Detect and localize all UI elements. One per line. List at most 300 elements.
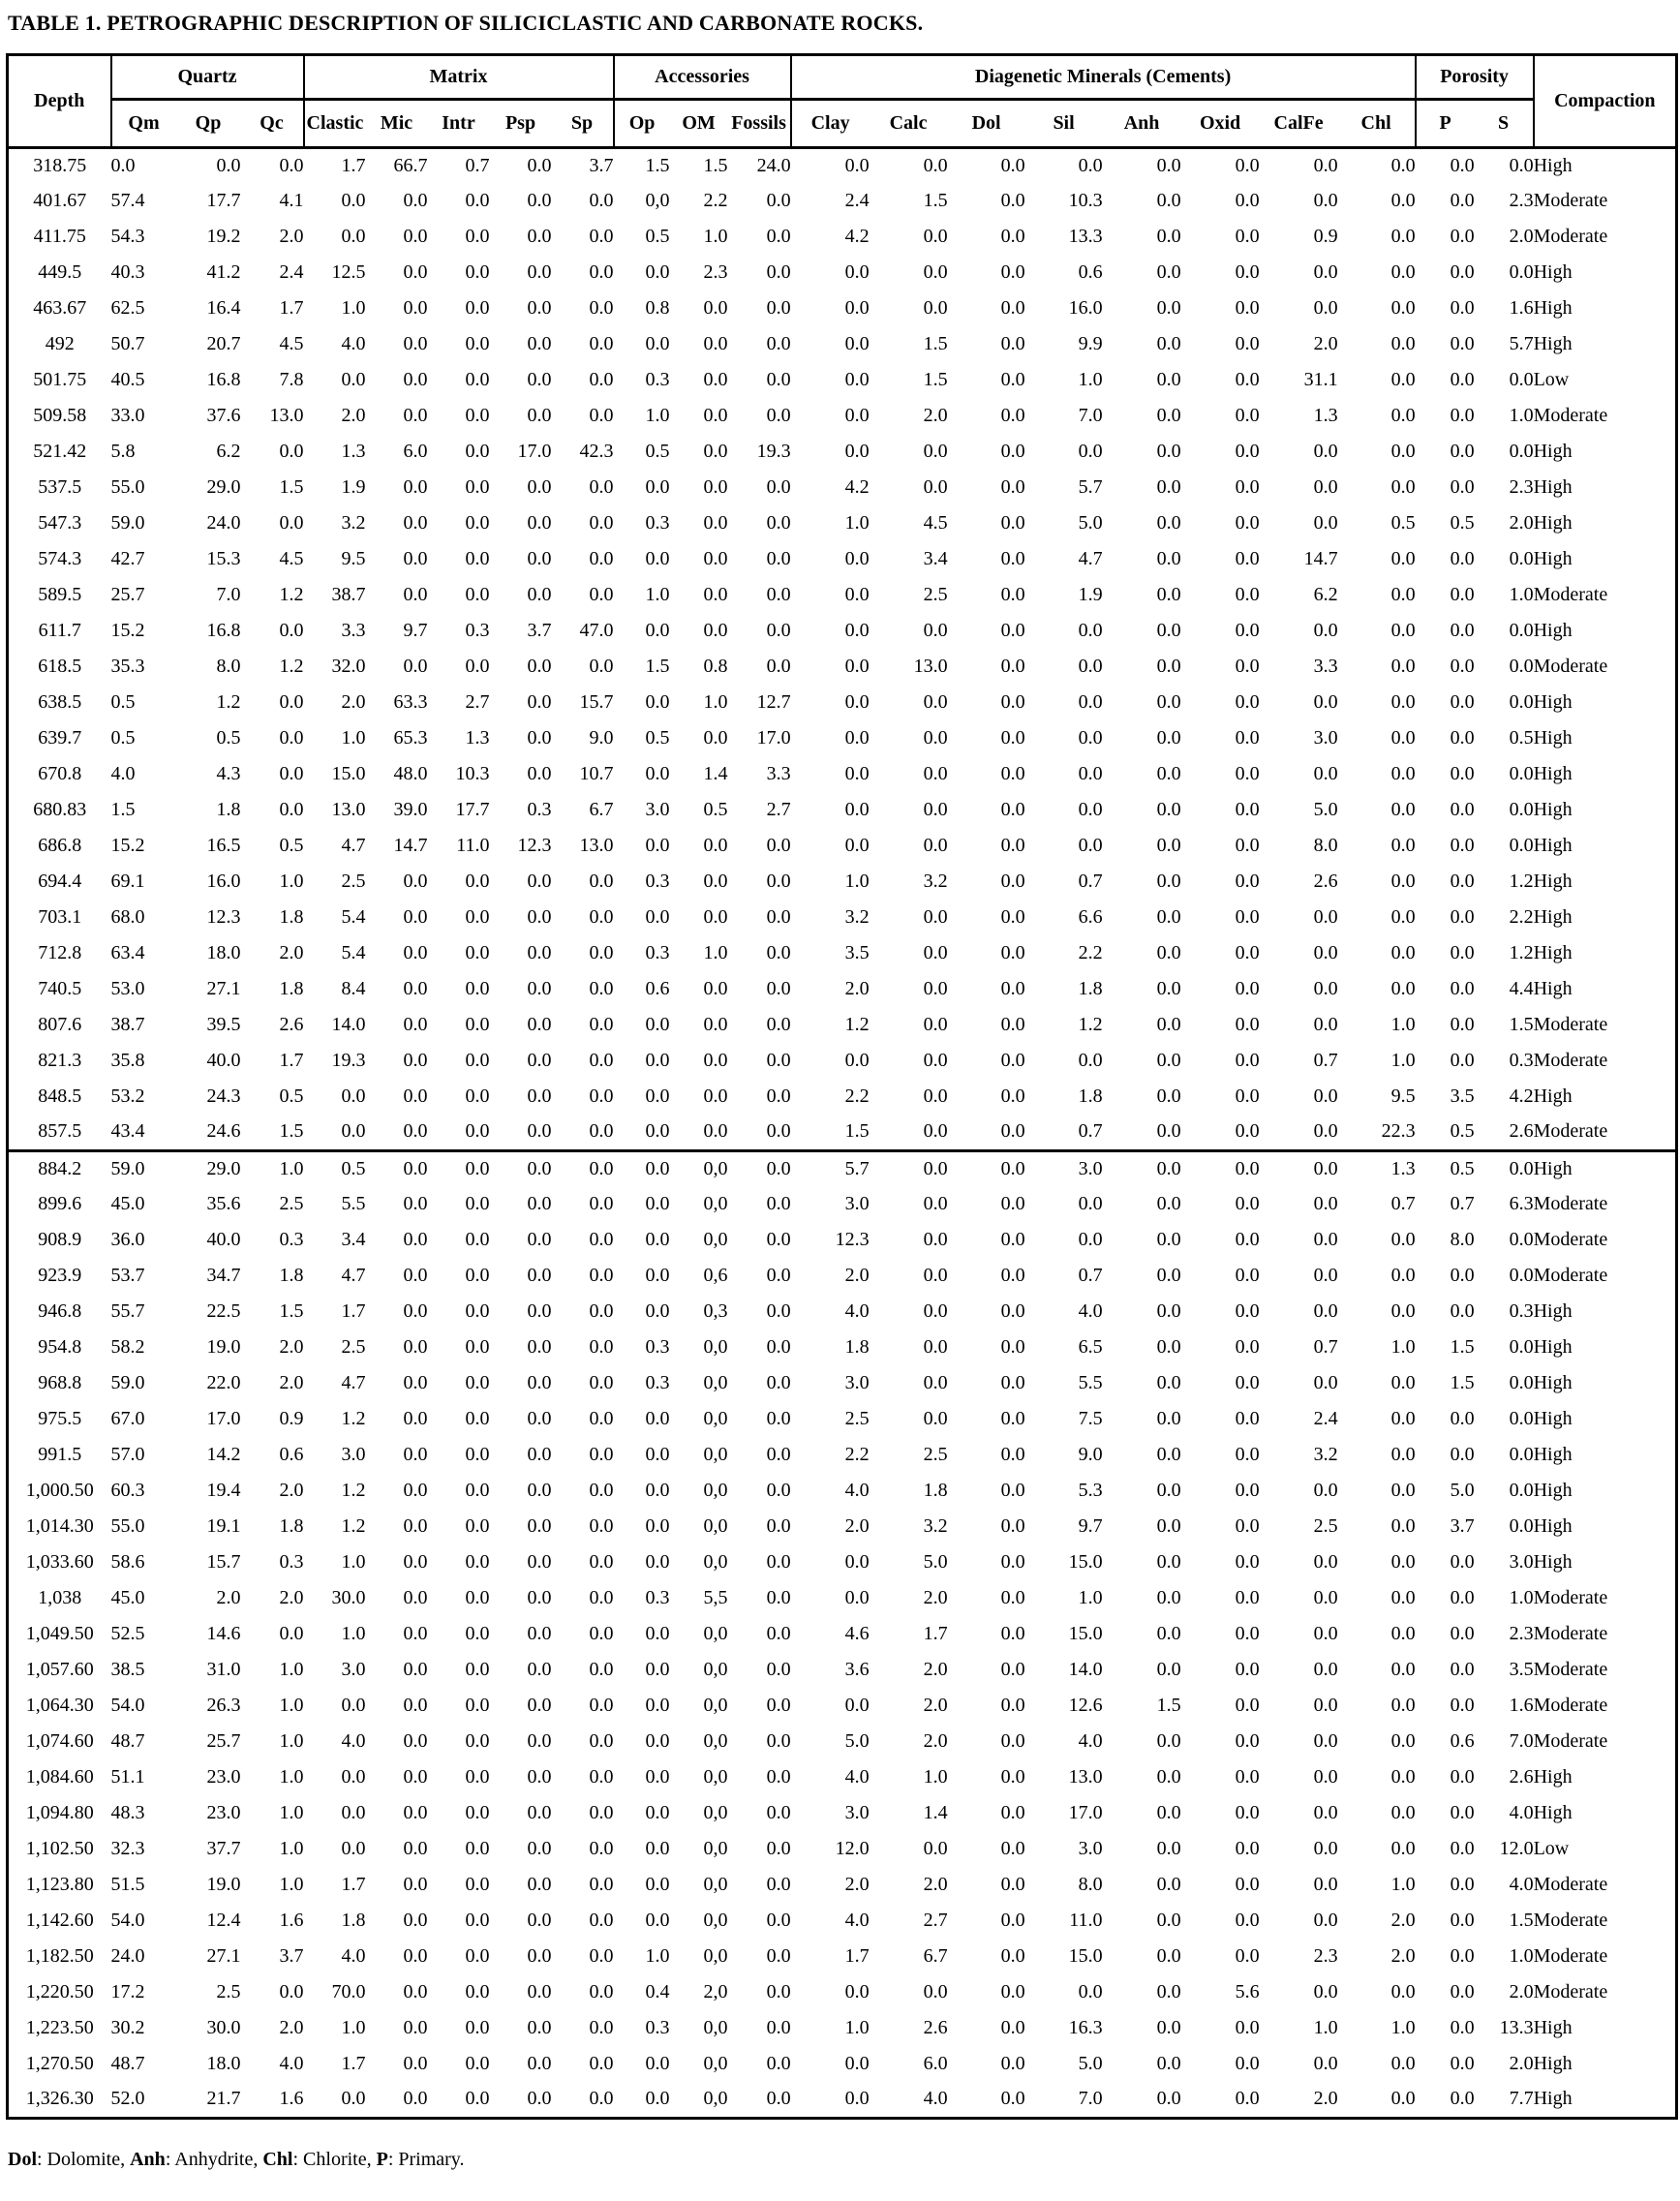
depth-cell: 686.8 [38, 835, 82, 856]
value-cell: 14.0 [1068, 1659, 1103, 1680]
value-cell: 0.0 [1156, 476, 1181, 498]
value-cell: 0.0 [1235, 1120, 1260, 1143]
value-cell: 0.0 [844, 2053, 870, 2074]
value-cell: 16.8 [206, 620, 241, 641]
value-cell: 0.0 [1235, 691, 1260, 713]
value-cell: 4.7 [1078, 548, 1103, 569]
value-cell: 0.0 [1000, 799, 1025, 820]
value-cell: 0.0 [870, 1150, 948, 1186]
compaction-cell: Moderate [1533, 405, 1608, 426]
value-cell: 0.0 [1156, 1444, 1181, 1465]
col-calfe: CalFe [1260, 99, 1338, 147]
depth-cell: 547.3 [38, 512, 82, 534]
col-group-matrix: Matrix [304, 54, 614, 99]
value-cell: 7.0 [216, 584, 241, 605]
value-cell: 0.0 [923, 727, 948, 749]
value-cell: 0.0 [1000, 441, 1025, 462]
depth-cell: 946.8 [38, 1300, 82, 1322]
value-cell: 1.7 [844, 1945, 870, 1967]
value-cell: 0.0 [645, 261, 670, 283]
value-cell: 0.0 [1313, 1802, 1338, 1823]
table-row [8, 255, 1677, 290]
value-cell: 1.5 [923, 190, 948, 211]
value-cell: 2.5 [844, 1408, 870, 1429]
value-cell: 0.0 [1390, 226, 1416, 247]
value-cell: 0.0 [1390, 1766, 1416, 1788]
value-cell: 1.2 [1509, 871, 1534, 892]
value-cell: 0.0 [1390, 441, 1416, 462]
value-cell: 0.0 [1235, 190, 1260, 211]
value-cell: 0.0 [589, 548, 614, 569]
value-cell: 1.6 [279, 2088, 304, 2110]
value-cell: 0.0 [1235, 584, 1260, 605]
value-cell: 45.0 [110, 1587, 145, 1608]
value-cell: 4.7 [341, 835, 366, 856]
depth-cell: 449.5 [38, 261, 82, 283]
value-cell: 0.0 [527, 405, 552, 426]
value-cell: 0.0 [766, 1695, 791, 1716]
value-cell: 0.0 [1235, 1372, 1260, 1393]
value-cell: 8.4 [341, 978, 366, 999]
value-cell: 0.0 [403, 333, 428, 354]
value-cell: 0.0 [1156, 1874, 1181, 1895]
value-cell: 0.3 [279, 1229, 304, 1250]
value-cell: 2.6 [923, 2017, 948, 2038]
value-cell: 0.0 [341, 1766, 366, 1788]
value-cell: 0.0 [766, 476, 791, 498]
value-cell: 0,0 [703, 1551, 728, 1573]
value-cell: 0.0 [589, 1802, 614, 1823]
value-cell: 4.0 [1078, 1300, 1103, 1322]
value-cell: 0.0 [703, 978, 728, 999]
value-cell: 2.0 [279, 1372, 304, 1393]
value-cell: 5.3 [1078, 1480, 1103, 1501]
value-cell: 0.0 [465, 1515, 490, 1537]
value-cell: 0.0 [589, 1014, 614, 1035]
value-cell: 48.7 [110, 2053, 145, 2074]
value-cell: 0.0 [1390, 763, 1416, 784]
value-cell: 0.0 [844, 297, 870, 319]
value-cell: 0.3 [1509, 1050, 1534, 1071]
value-cell: 0.0 [703, 1014, 728, 1035]
value-cell: 0.0 [527, 1838, 552, 1859]
value-cell: 0.0 [527, 476, 552, 498]
value-cell: 0.0 [645, 2088, 670, 2110]
value-cell: 0,0 [703, 1408, 728, 1429]
value-cell: 4.5 [279, 548, 304, 569]
col-compaction: Compaction [1534, 54, 1677, 147]
value-cell: 0.0 [1235, 1766, 1260, 1788]
depth-cell: 1,000.50 [25, 1480, 94, 1501]
value-cell: 0.0 [527, 763, 552, 784]
value-cell: 0.0 [645, 1193, 670, 1214]
col-clastic: Clastic [304, 99, 366, 147]
value-cell: 0.0 [1156, 190, 1181, 211]
value-cell: 0.0 [1156, 656, 1181, 677]
value-cell: 45.0 [110, 1193, 145, 1214]
table-row [8, 1544, 1677, 1580]
value-cell: 0.0 [403, 1695, 428, 1716]
value-cell: 1.3 [465, 727, 490, 749]
value-cell: 0.0 [527, 942, 552, 963]
value-cell: 1.2 [279, 656, 304, 677]
value-cell: 1.4 [923, 1802, 948, 1823]
value-cell: 0.0 [728, 1150, 791, 1186]
value-cell: 1.2 [341, 1480, 366, 1501]
value-cell: 0.3 [645, 871, 670, 892]
value-cell: 0,0 [645, 190, 670, 211]
value-cell: 0.0 [341, 2088, 366, 2110]
value-cell: 0.0 [923, 1229, 948, 1250]
value-cell: 4.0 [1078, 1730, 1103, 1752]
value-cell: 2.6 [279, 1014, 304, 1035]
value-cell: 0.0 [1000, 1515, 1025, 1537]
value-cell: 0.0 [1235, 835, 1260, 856]
value-cell: 4.7 [341, 1265, 366, 1286]
compaction-cell: Moderate [1533, 1014, 1608, 1035]
value-cell: 5,5 [703, 1587, 728, 1608]
value-cell: 0.0 [923, 1085, 948, 1107]
value-cell: 5.0 [1078, 512, 1103, 534]
depth-cell: 1,102.50 [25, 1838, 94, 1859]
value-cell: 0.0 [465, 333, 490, 354]
compaction-cell: High [1533, 1444, 1573, 1465]
value-cell: 0,0 [703, 1623, 728, 1644]
value-cell: 55.7 [110, 1300, 145, 1322]
value-cell: 0.0 [645, 1444, 670, 1465]
value-cell: 0.7 [1078, 1120, 1103, 1143]
table-row [8, 183, 1677, 219]
value-cell: 1.0 [1078, 369, 1103, 390]
value-cell: 16.0 [206, 871, 241, 892]
value-cell: 0.0 [1450, 190, 1475, 211]
value-cell: 0.0 [1313, 512, 1338, 534]
value-cell: 0.0 [589, 1229, 614, 1250]
value-cell: 0.0 [844, 691, 870, 713]
footnote-def-dolomite: : Dolomite, [37, 2148, 131, 2170]
value-cell: 0.0 [1313, 1551, 1338, 1573]
value-cell: 9.5 [1390, 1085, 1416, 1107]
table-row [8, 505, 1677, 541]
value-cell: 0.0 [589, 1981, 614, 2002]
value-cell: 0.0 [1509, 261, 1534, 283]
value-cell: 0.0 [645, 1408, 670, 1429]
value-cell: 50.7 [110, 333, 145, 354]
footnote-abbr-dol: Dol [8, 2148, 37, 2170]
value-cell: 1.0 [279, 1838, 304, 1859]
value-cell: 0.0 [403, 1766, 428, 1788]
value-cell: 0.0 [527, 297, 552, 319]
value-cell: 0.0 [279, 154, 304, 176]
compaction-cell: High [1533, 1480, 1573, 1501]
depth-cell: 670.8 [38, 763, 82, 784]
value-cell: 0.0 [1450, 1408, 1475, 1429]
value-cell: 3.5 [1509, 1659, 1534, 1680]
compaction-cell: High [1533, 978, 1573, 999]
value-cell: 2.0 [279, 2017, 304, 2038]
table-row [8, 1330, 1677, 1365]
value-cell: 4.0 [923, 2088, 948, 2110]
value-cell: 0.0 [923, 1014, 948, 1035]
value-cell: 1.8 [1078, 978, 1103, 999]
depth-cell: 1,270.50 [25, 2053, 94, 2074]
value-cell: 2.0 [923, 1587, 948, 1608]
value-cell: 42.7 [110, 548, 145, 569]
value-cell: 1.7 [923, 1623, 948, 1644]
value-cell: 2.7 [766, 799, 791, 820]
value-cell: 0.0 [465, 226, 490, 247]
value-cell: 0.0 [589, 226, 614, 247]
value-cell: 2.7 [923, 1910, 948, 1931]
value-cell: 2.6 [1509, 1120, 1534, 1143]
value-cell: 0.0 [527, 584, 552, 605]
value-cell: 0.0 [844, 1050, 870, 1071]
value-cell: 0.0 [1450, 2088, 1475, 2110]
value-cell: 0.0 [465, 297, 490, 319]
value-cell: 0.0 [1156, 548, 1181, 569]
value-cell: 0.0 [1390, 190, 1416, 211]
table-row [8, 398, 1677, 434]
col-om: OM [670, 99, 728, 147]
value-cell: 0.0 [403, 1659, 428, 1680]
value-cell: 0.0 [1235, 548, 1260, 569]
value-cell: 0.0 [465, 906, 490, 928]
value-cell: 0.0 [766, 1551, 791, 1573]
compaction-cell: High [1534, 1150, 1677, 1186]
value-cell: 0.0 [766, 584, 791, 605]
value-cell: 0.0 [1000, 1408, 1025, 1429]
value-cell: 17.0 [1068, 1802, 1103, 1823]
value-cell: 4.0 [844, 1910, 870, 1931]
value-cell: 0.0 [1313, 1838, 1338, 1859]
value-cell: 0,0 [703, 2017, 728, 2038]
value-cell: 0.0 [589, 906, 614, 928]
value-cell: 0.7 [1313, 1336, 1338, 1358]
table-row [8, 1186, 1677, 1222]
value-cell: 0.5 [1450, 1120, 1475, 1143]
value-cell: 0.0 [1156, 1730, 1181, 1752]
value-cell: 23.0 [206, 1802, 241, 1823]
compaction-cell: Moderate [1533, 1229, 1608, 1250]
value-cell: 16.8 [206, 369, 241, 390]
value-cell: 0.0 [1313, 1587, 1338, 1608]
value-cell: 68.0 [110, 906, 145, 928]
col-sp: Sp [552, 99, 614, 147]
table-row [8, 1939, 1677, 1974]
value-cell: 0.0 [1390, 1838, 1416, 1859]
value-cell: 2.3 [1509, 190, 1534, 211]
value-cell: 0,0 [703, 1372, 728, 1393]
value-cell: 0.0 [1181, 1150, 1260, 1186]
col-qc: Qc [241, 99, 304, 147]
value-cell: 0.0 [1000, 584, 1025, 605]
compaction-cell: High [1533, 333, 1573, 354]
col-group-quartz: Quartz [111, 54, 304, 99]
value-cell: 2.6 [1313, 871, 1338, 892]
value-cell: 0.0 [1235, 441, 1260, 462]
compaction-cell: High [1533, 1085, 1573, 1107]
value-cell: 0.0 [1078, 154, 1103, 176]
value-cell: 0.0 [589, 1910, 614, 1931]
value-cell: 25.7 [206, 1730, 241, 1752]
value-cell: 0.0 [1156, 2088, 1181, 2110]
value-cell: 0.7 [1390, 1193, 1416, 1214]
value-cell: 0.0 [645, 1874, 670, 1895]
value-cell: 0.0 [1156, 512, 1181, 534]
value-cell: 0.0 [279, 727, 304, 749]
value-cell: 0.0 [527, 154, 552, 176]
value-cell: 2.2 [1509, 906, 1534, 928]
value-cell: 0.0 [1450, 154, 1475, 176]
value-cell: 52.5 [110, 1623, 145, 1644]
value-cell: 0.0 [465, 1838, 490, 1859]
value-cell: 0.0 [589, 1300, 614, 1322]
value-cell: 0,3 [703, 1300, 728, 1322]
value-cell: 1.7 [279, 297, 304, 319]
depth-cell: 501.75 [33, 369, 87, 390]
value-cell: 0.5 [1416, 1150, 1475, 1186]
value-cell: 0.0 [279, 799, 304, 820]
value-cell: 3.5 [1450, 1085, 1475, 1107]
value-cell: 1.8 [1078, 1085, 1103, 1107]
value-cell: 0.0 [844, 441, 870, 462]
depth-cell: 694.4 [38, 871, 82, 892]
value-cell: 0,0 [670, 1150, 728, 1186]
value-cell: 0.0 [1509, 1444, 1534, 1465]
value-cell: 5.7 [791, 1150, 870, 1186]
value-cell: 0.0 [766, 2017, 791, 2038]
value-cell: 0.0 [403, 369, 428, 390]
value-cell: 0.0 [1000, 1551, 1025, 1573]
value-cell: 51.5 [110, 1874, 145, 1895]
compaction-cell: Low [1533, 1838, 1570, 1859]
value-cell: 0.0 [1000, 942, 1025, 963]
compaction-cell: High [1533, 620, 1573, 641]
value-cell: 0.0 [527, 2017, 552, 2038]
value-cell: 0.0 [465, 1802, 490, 1823]
depth-cell: 639.7 [38, 727, 82, 749]
value-cell: 0.0 [844, 835, 870, 856]
value-cell: 0.0 [1390, 1659, 1416, 1680]
value-cell: 0.0 [1260, 1150, 1338, 1186]
value-cell: 12.5 [331, 261, 366, 283]
compaction-cell: Low [1533, 369, 1570, 390]
value-cell: 4.5 [923, 512, 948, 534]
value-cell: 0.0 [589, 476, 614, 498]
value-cell: 0.0 [1000, 1802, 1025, 1823]
value-cell: 0.0 [403, 405, 428, 426]
value-cell: 1.0 [703, 691, 728, 713]
value-cell: 3.2 [341, 512, 366, 534]
value-cell: 0,0 [703, 2088, 728, 2110]
value-cell: 0.0 [1156, 1802, 1181, 1823]
value-cell: 0.0 [527, 226, 552, 247]
col-anh: Anh [1103, 99, 1181, 147]
value-cell: 0.0 [1390, 333, 1416, 354]
value-cell: 5.7 [1078, 476, 1103, 498]
value-cell: 21.7 [206, 2088, 241, 2110]
value-cell: 0.0 [366, 1150, 428, 1186]
depth-cell: 975.5 [38, 1408, 82, 1429]
value-cell: 0.0 [1450, 620, 1475, 641]
compaction-cell: Moderate [1533, 584, 1608, 605]
value-cell: 0,0 [703, 1193, 728, 1214]
value-cell: 0.0 [1156, 1300, 1181, 1322]
value-cell: 0.0 [1156, 369, 1181, 390]
value-cell: 0.0 [1235, 2053, 1260, 2074]
value-cell: 0.0 [1450, 1838, 1475, 1859]
value-cell: 1.3 [341, 441, 366, 462]
value-cell: 66.7 [393, 154, 428, 176]
value-cell: 0.0 [1235, 1229, 1260, 1250]
table-row [8, 756, 1677, 792]
value-cell: 0.0 [1156, 1659, 1181, 1680]
value-cell: 0.0 [465, 1587, 490, 1608]
value-cell: 19.1 [206, 1515, 241, 1537]
value-cell: 0.0 [1235, 1014, 1260, 1035]
petrographic-table [6, 53, 1678, 2120]
value-cell: 2.3 [1509, 1623, 1534, 1644]
value-cell: 0.0 [1450, 1802, 1475, 1823]
value-cell: 0.0 [1156, 978, 1181, 999]
value-cell: 0.0 [1156, 1480, 1181, 1501]
value-cell: 0.3 [645, 2017, 670, 2038]
value-cell: 0.0 [645, 1730, 670, 1752]
value-cell: 2.0 [923, 1730, 948, 1752]
value-cell: 0.0 [766, 548, 791, 569]
value-cell: 1.2 [341, 1515, 366, 1537]
value-cell: 15.0 [1068, 1623, 1103, 1644]
value-cell: 0.0 [403, 1193, 428, 1214]
value-cell: 0.0 [923, 1372, 948, 1393]
value-cell: 0.0 [1235, 620, 1260, 641]
value-cell: 2.5 [1313, 1515, 1338, 1537]
value-cell: 0,0 [703, 1695, 728, 1716]
value-cell: 0.0 [1235, 727, 1260, 749]
value-cell: 0.0 [341, 1085, 366, 1107]
value-cell: 1.8 [844, 1336, 870, 1358]
compaction-cell: Moderate [1533, 1587, 1608, 1608]
value-cell: 0.0 [279, 763, 304, 784]
value-cell: 6.0 [403, 441, 428, 462]
value-cell: 0.0 [1450, 942, 1475, 963]
value-cell: 24.0 [756, 154, 791, 176]
depth-cell: 411.75 [33, 226, 86, 247]
value-cell: 0.0 [1390, 727, 1416, 749]
value-cell: 0.0 [465, 1659, 490, 1680]
value-cell: 2.0 [1313, 333, 1338, 354]
value-cell: 2.0 [844, 1874, 870, 1895]
value-cell: 42.3 [579, 441, 614, 462]
value-cell: 1.0 [341, 297, 366, 319]
value-cell: 1.8 [341, 1910, 366, 1931]
value-cell: 0.0 [766, 656, 791, 677]
col-oxid: Oxid [1181, 99, 1260, 147]
value-cell: 0.0 [1509, 1408, 1534, 1429]
value-cell: 0,0 [703, 1766, 728, 1788]
value-cell: 0.0 [766, 1050, 791, 1071]
value-cell: 35.3 [110, 656, 145, 677]
value-cell: 59.0 [111, 1150, 176, 1186]
value-cell: 0.0 [403, 584, 428, 605]
value-cell: 0.0 [766, 1480, 791, 1501]
value-cell: 0.0 [1450, 1623, 1475, 1644]
value-cell: 12.3 [835, 1229, 870, 1250]
value-cell: 0.0 [766, 2088, 791, 2110]
value-cell: 1.0 [844, 512, 870, 534]
value-cell: 0.6 [1450, 1730, 1475, 1752]
depth-cell: 618.5 [38, 656, 82, 677]
